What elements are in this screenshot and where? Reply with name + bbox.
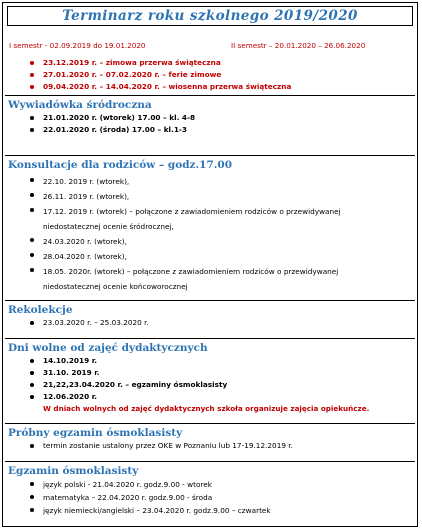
probny-list [5, 440, 415, 452]
list-item: 12.06.2020 r. [5, 391, 415, 403]
first-semester: I semestr - 02.09.2019 do 19.01.2020 [9, 41, 146, 50]
konsultacje-list [5, 174, 415, 219]
list-item: 28.04.2020 r. (wtorek), [5, 249, 415, 264]
section-title: Próbny egzamin ósmoklasisty [8, 427, 183, 439]
schedule-document [2, 2, 418, 527]
egzamin-section [5, 461, 415, 525]
list-item: 22.01.2020 r. (środa) 17.00 – kl.1-3 [5, 124, 415, 136]
section-title: Wywiadówka śródroczna [8, 99, 152, 111]
list-item: 23.12.2019 r. – zimowa przerwa świąteczna [5, 57, 415, 69]
list-item: 21.01.2020 r. (wtorek) 17.00 – kl. 4-8 [5, 112, 415, 124]
holidays-section [5, 57, 415, 93]
rekolekcje-list [5, 317, 415, 329]
konsultacje-continuation: niedostatecznej ocenie końcoworocznej [43, 282, 188, 291]
section-title: Egzamin ósmoklasisty [8, 465, 139, 477]
list-item: 31.10. 2019 r. [5, 367, 415, 379]
konsultacje-list-2 [5, 234, 415, 279]
list-item: język niemiecki/angielski – 23.04.2020 r. godz.9.00 – czwartek [5, 504, 415, 517]
list-item: 21,22,23.04.2020 r. – egzaminy ósmoklasisty [5, 379, 415, 391]
section-title: Dni wolne od zajęć dydaktycznych [8, 342, 208, 354]
second-semester: II semestr – 20.01.2020 – 26.06.2020 [231, 41, 366, 50]
list-item: 23.03.2020 r. – 25.03.2020 r. [5, 317, 415, 329]
list-item: matematyka – 22.04.2020 r. godz.9.00 - środa [5, 491, 415, 504]
list-item: 26.11. 2019 r. (wtorek), [5, 189, 415, 204]
egzamin-list [5, 478, 415, 517]
wywiadowka-list [5, 112, 415, 136]
dni-wolne-section [5, 338, 415, 423]
list-item: 09.04.2020 r. – 14.04.2020 r. – wiosenna przerwa świąteczna [5, 81, 415, 93]
list-item: termin zostanie ustalony przez OKE w Poznaniu lub 17-19.12.2019 r. [5, 440, 415, 452]
wywiadowka-section [5, 95, 415, 155]
dni-wolne-list [5, 355, 415, 403]
semester-dates [9, 41, 413, 53]
list-item: 18.05. 2020r. (wtorek) – połączone z zawiadomieniem rodziców o przewidywanej [5, 264, 415, 279]
probny-section [5, 423, 415, 461]
konsultacje-continuation: niedostatecznej ocenie śródrocznej, [43, 222, 174, 231]
rekolekcje-section [5, 300, 415, 338]
list-item: 27.01.2020 r. – 07.02.2020 r. – ferie zimowe [5, 69, 415, 81]
page-title: Terminarz roku szkolnego 2019/2020 [62, 8, 358, 24]
section-title: Rekolekcje [8, 304, 73, 316]
section-title: Konsultacje dla rodziców – godz.17.00 [8, 159, 233, 171]
title-box [7, 6, 413, 26]
holidays-list [5, 57, 415, 93]
dni-wolne-note: W dniach wolnych od zajęć dydaktycznych szkoła organizuje zajęcia opiekuńcze. [43, 404, 370, 413]
list-item: 24.03.2020 r. (wtorek), [5, 234, 415, 249]
list-item: 14.10.2019 r. [5, 355, 415, 367]
list-item: 22.10. 2019 r. (wtorek), [5, 174, 415, 189]
list-item: 17.12. 2019 r. (wtorek) – połączone z zawiadomieniem rodziców o przewidywanej [5, 204, 415, 219]
konsultacje-section [5, 155, 415, 300]
list-item: język polski - 21.04.2020 r. godz.9.00 - wtorek [5, 478, 415, 491]
